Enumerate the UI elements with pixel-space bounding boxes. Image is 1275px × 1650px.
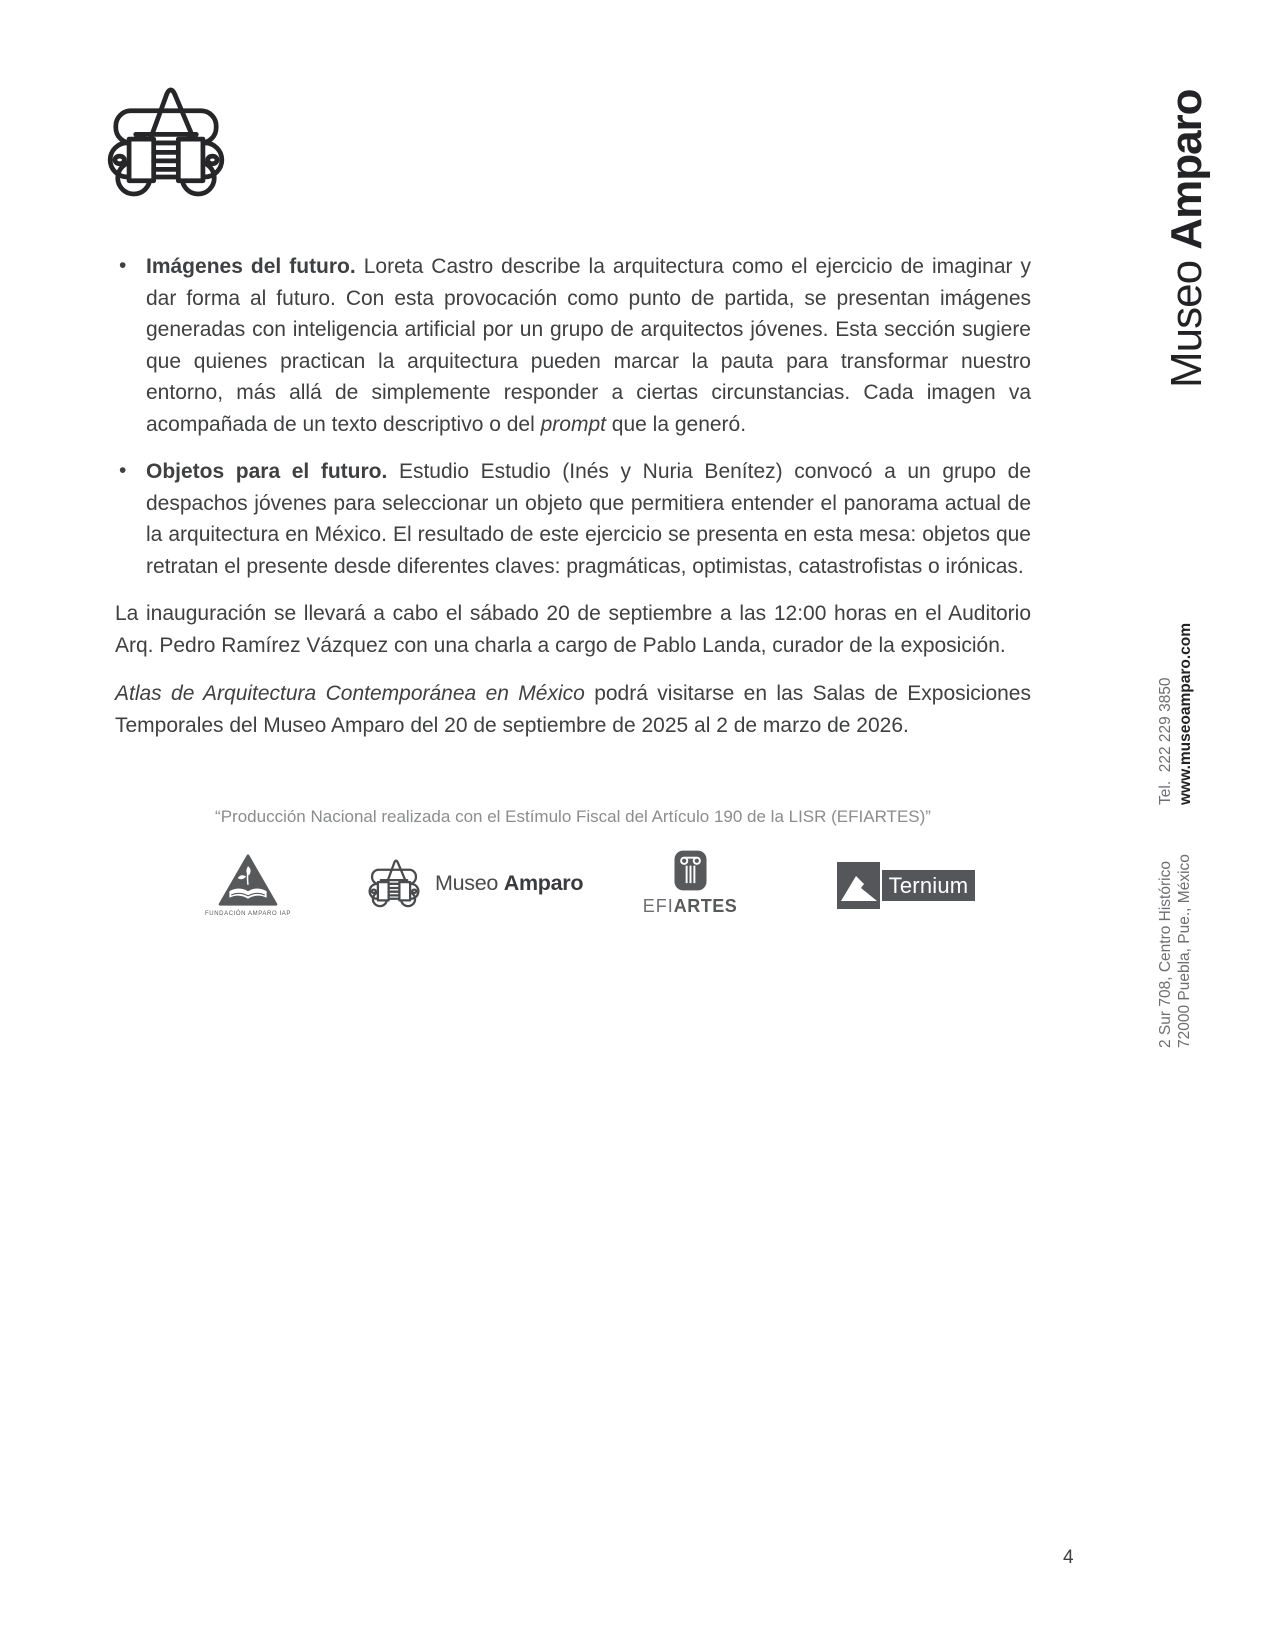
page-number: 4 xyxy=(1063,1547,1074,1568)
fundacion-amparo-caption: FUNDACIÓN AMPARO IAP xyxy=(205,911,291,917)
efiartes-wordmark-regular: EFI xyxy=(642,896,674,916)
bullet-dot: • xyxy=(119,254,127,277)
paragraph-atlas xyxy=(115,678,1031,741)
bullet-text: Estudio Estudio (Inés y Nuria Benítez) convocó a un grupo de despachos jóvenes para seleccionar un objeto que permitiera entender el panorama actual de la arquitectura en México. El resultado de este ejercicio se presenta en esta mesa: objetos que retratan el presente desde diferentes claves: pragmáticas, optimistas, catastrofistas o irónicas. xyxy=(146,460,1031,578)
museo-amparo-small-icon xyxy=(363,858,425,908)
paragraph-inauguracion xyxy=(115,598,1031,661)
contact-telephone: Tel. 222 229 3850 xyxy=(1157,677,1174,805)
efiartes-credit-line: “Producción Nacional realizada con el Estímulo Fiscal del Artículo 190 de la LISR (EFIARTES)” xyxy=(215,807,931,826)
paragraph-italic: Atlas de Arquitectura Contemporánea en México xyxy=(115,682,585,705)
body-text xyxy=(115,251,1031,833)
bullet-item-imagenes xyxy=(115,251,1031,440)
museo-amparo-sponsor-logo xyxy=(363,858,583,908)
fundacion-amparo-icon xyxy=(218,854,278,908)
efiartes-column-icon xyxy=(674,850,707,891)
paragraph-text: La inauguración se llevará a cabo el sábado 20 de septiembre a las 12:00 horas en el Auditorio Arq. Pedro Ramírez Vázquez con una charla a cargo de Pablo Landa, curador de la exposición. xyxy=(115,602,1031,657)
efiartes-logo xyxy=(636,850,744,917)
brand-vertical-title xyxy=(1162,89,1213,388)
museo-wordmark-bold: Amparo xyxy=(503,870,584,895)
efiartes-wordmark xyxy=(636,896,744,917)
fundacion-amparo-logo xyxy=(205,854,291,917)
bullet-dot: • xyxy=(119,459,127,482)
bullet-italic: prompt xyxy=(540,412,606,436)
ternium-wordmark: Ternium xyxy=(882,870,975,901)
bullet-text: Loreta Castro describe la arquitectura como el ejercicio de imaginar y dar forma al futuro. Con esta provocación como punto de partida, se presentan imágenes generadas con inteligencia artificial por un grupo de arquitectos jóvenes. Esta sección sugiere que quienes practican la arquitectura pueden marcar la pauta para transformar nuestro entorno, más allá de simplemente responder a ciertas circunstancias. Cada imagen va acompañada de un texto descriptivo o del xyxy=(146,255,1031,436)
ternium-mountain-icon xyxy=(837,862,880,909)
contact-address-line2: 72000 Puebla, Pue., México xyxy=(1176,854,1193,1048)
sponsor-logos-row xyxy=(115,838,1031,948)
brand-regular: Museo xyxy=(1162,249,1211,388)
contact-address-line1: 2 Sur 708, Centro Histórico xyxy=(1157,861,1174,1048)
bullet-title: Objetos para el futuro. xyxy=(146,460,388,483)
bullet-item-objetos xyxy=(115,456,1031,582)
bullet-text: que la generó. xyxy=(605,412,747,436)
museo-amparo-wordmark xyxy=(435,871,583,896)
ternium-logo xyxy=(837,862,975,909)
bullet-title: Imágenes del futuro. xyxy=(146,255,356,278)
contact-website: www.museoamparo.com xyxy=(1177,622,1194,805)
efiartes-wordmark-bold: ARTES xyxy=(673,896,738,916)
museo-wordmark-regular: Museo xyxy=(435,870,504,895)
museo-amparo-logo-icon xyxy=(95,84,237,198)
brand-bold: Amparo xyxy=(1162,89,1211,250)
bullet-list xyxy=(115,251,1031,582)
paragraph-text: podrá visitarse en las Salas de Exposiciones Temporales del Museo Amparo del 20 de septiembre de 2025 al 2 de marzo de 2026. xyxy=(115,682,1031,737)
